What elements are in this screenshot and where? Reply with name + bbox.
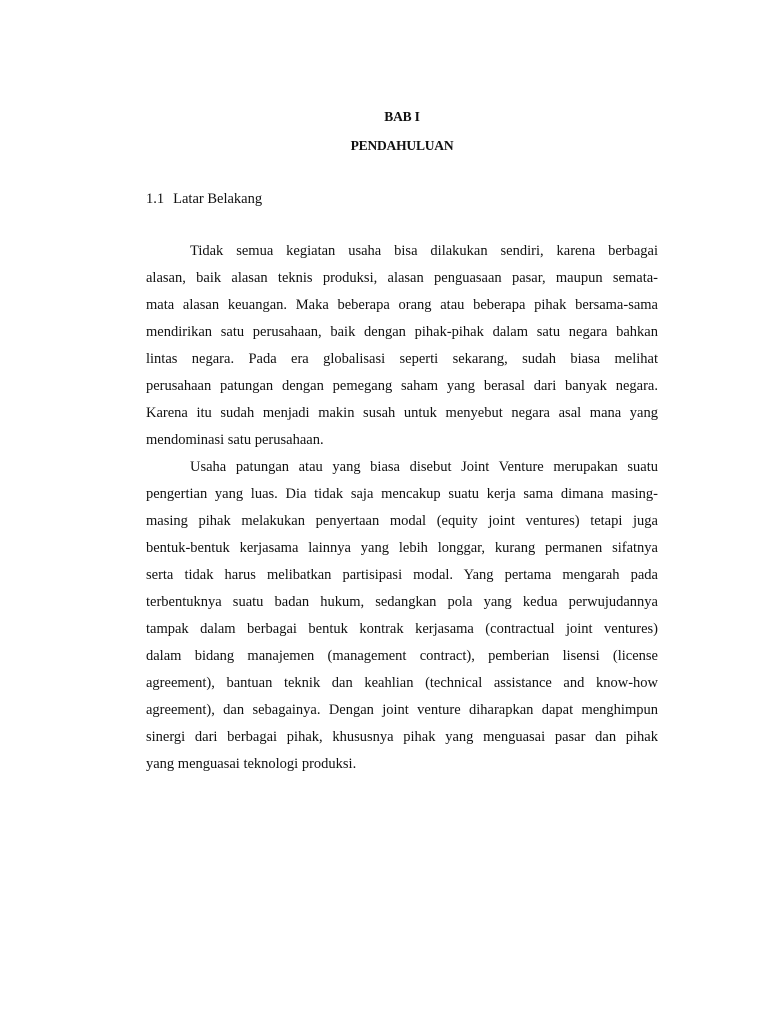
- paragraph-line: Tidak semua kegiatan usaha bisa dilakukan sendiri, karena berbagai: [190, 243, 658, 259]
- paragraph-line: Usaha patungan atau yang biasa disebut Joint Venture merupakan suatu: [190, 459, 658, 475]
- section-title: Latar Belakang: [173, 191, 263, 207]
- paragraph-line: Karena itu sudah menjadi makin susah untuk menyebut negara asal mana yang: [146, 405, 658, 421]
- body-text: [146, 238, 658, 778]
- section-heading: [146, 190, 262, 208]
- paragraph-line: agreement), bantuan teknik dan keahlian (technical assistance and know-how: [146, 675, 658, 691]
- paragraph-line: terbentuknya suatu badan hukum, sedangkan pola yang kedua perwujudannya: [146, 594, 658, 610]
- paragraph-line: perusahaan patungan dengan pemegang saham yang berasal dari banyak negara.: [146, 378, 658, 394]
- chapter-heading: BAB I: [384, 109, 420, 124]
- paragraph-line: sinergi dari berbagai pihak, khususnya pihak yang menguasai pasar dan pihak: [146, 729, 658, 745]
- paragraph-line: masing pihak melakukan penyertaan modal (equity joint ventures) tetapi juga: [146, 513, 658, 529]
- paragraph-line: bentuk-bentuk kerjasama lainnya yang lebih longgar, kurang permanen sifatnya: [146, 540, 658, 556]
- paragraph-line: mendominasi satu perusahaan.: [146, 432, 324, 448]
- section-number: 1.1: [146, 191, 165, 207]
- paragraph-line: mendirikan satu perusahaan, baik dengan pihak-pihak dalam satu negara bahkan: [146, 324, 658, 340]
- paragraph-line: pengertian yang luas. Dia tidak saja mencakup suatu kerja sama dimana masing-: [146, 486, 658, 502]
- paragraph-line: serta tidak harus melibatkan partisipasi modal. Yang pertama mengarah pada: [146, 567, 658, 583]
- paragraph-line: agreement), dan sebagainya. Dengan joint venture diharapkan dapat menghimpun: [146, 702, 658, 718]
- paragraph-line: tampak dalam berbagai bentuk kontrak kerjasama (contractual joint ventures): [146, 621, 658, 637]
- paragraph-line: mata alasan keuangan. Maka beberapa orang atau beberapa pihak bersama-sama: [146, 297, 658, 313]
- paragraph-line: yang menguasai teknologi produksi.: [146, 756, 357, 772]
- paragraph-line: alasan, baik alasan teknis produksi, alasan penguasaan pasar, maupun semata-: [146, 270, 658, 286]
- chapter-title: PENDAHULUAN: [350, 138, 454, 153]
- paragraph-line: lintas negara. Pada era globalisasi seperti sekarang, sudah biasa melihat: [146, 351, 658, 367]
- paragraph-line: dalam bidang manajemen (management contract), pemberian lisensi (license: [146, 648, 658, 664]
